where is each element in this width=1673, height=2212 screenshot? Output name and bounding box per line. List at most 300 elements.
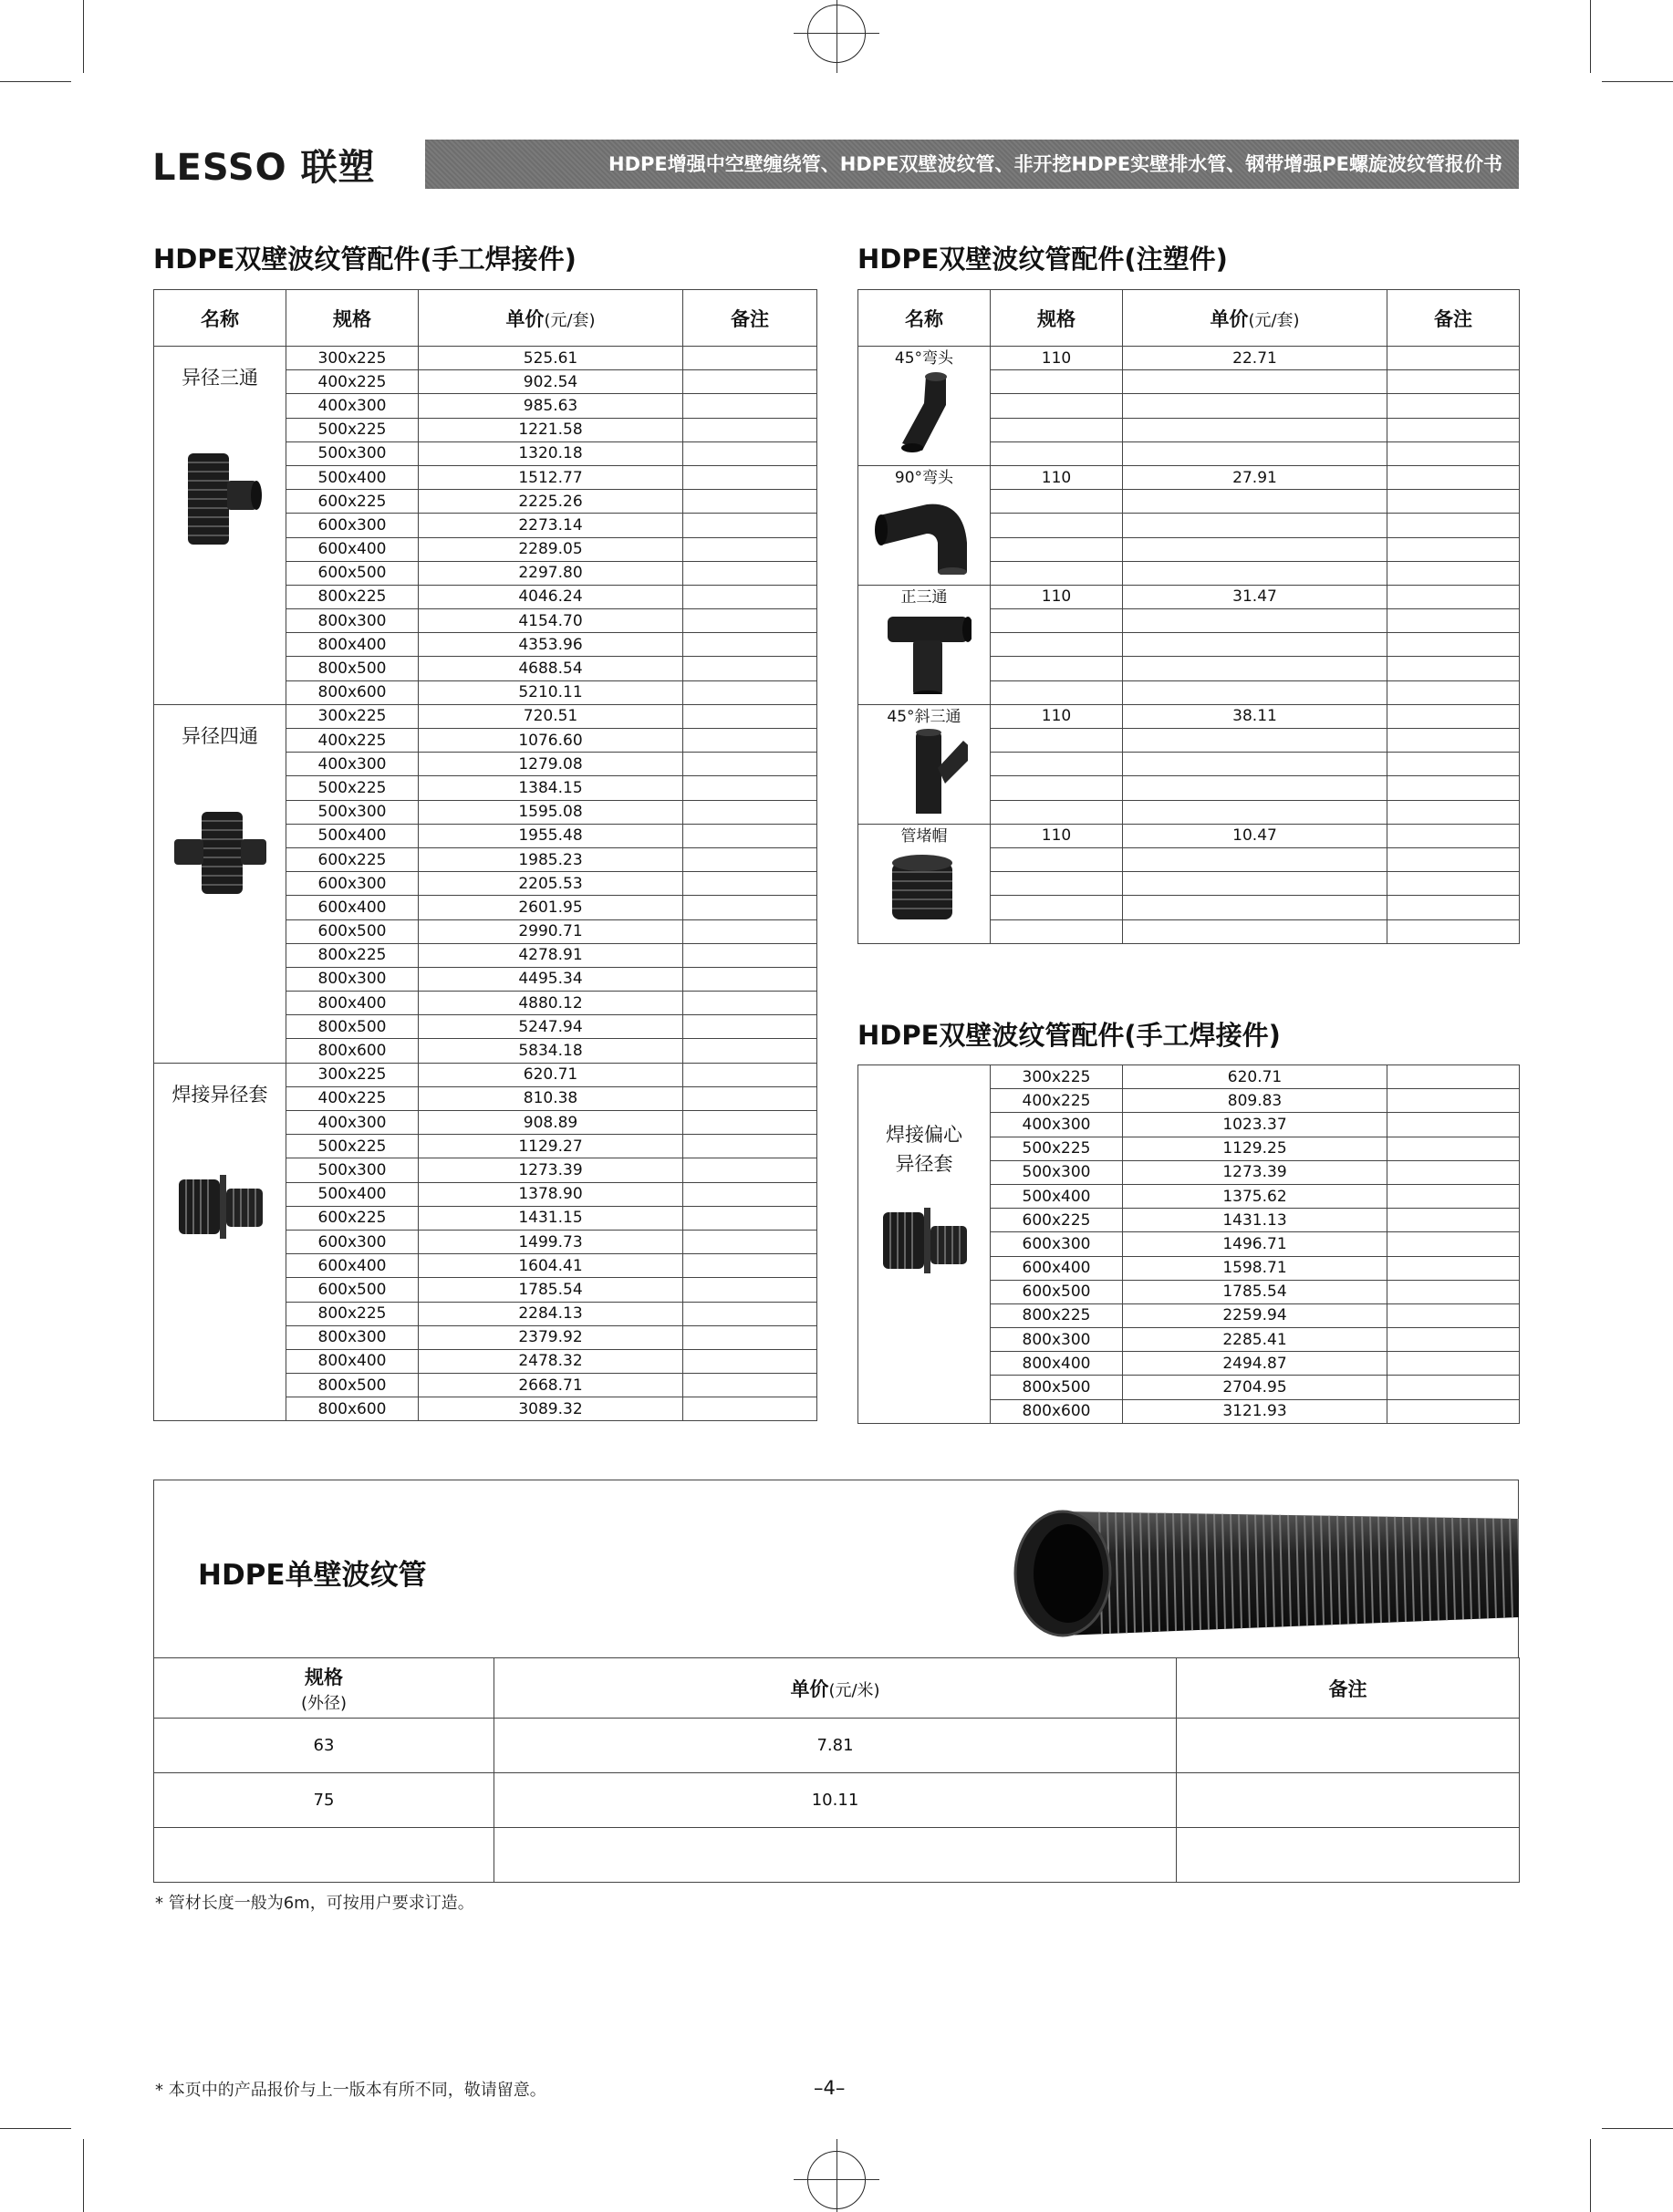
price-cell: 1499.73 (419, 1230, 683, 1253)
spec-cell (154, 1828, 494, 1883)
page-number: –4– (814, 2077, 846, 2099)
spec-cell: 110 (991, 824, 1123, 847)
price-cell: 902.54 (419, 370, 683, 394)
spec-cell: 800x225 (286, 1302, 419, 1325)
remark-cell (1387, 633, 1520, 657)
fitting-name-cell (858, 1065, 991, 1424)
spec-cell (991, 561, 1123, 585)
table-row (858, 824, 1520, 847)
remark-cell (1177, 1828, 1520, 1883)
price-cell: 1598.71 (1123, 1256, 1387, 1280)
remark-cell (683, 514, 817, 537)
price-cell: 1496.71 (1123, 1232, 1387, 1256)
price-cell: 2259.94 (1123, 1303, 1387, 1327)
spec-cell: 500x400 (286, 465, 419, 489)
price-cell (1123, 418, 1387, 441)
remark-cell (683, 1254, 817, 1278)
remark-cell (683, 347, 817, 370)
remark-cell (683, 394, 817, 418)
remark-cell (683, 1063, 817, 1086)
spec-cell (991, 394, 1123, 418)
price-cell (1123, 609, 1387, 633)
remark-cell (1387, 680, 1520, 704)
remark-cell (683, 441, 817, 465)
spec-cell: 400x225 (991, 1089, 1123, 1113)
remark-cell (1387, 1280, 1520, 1303)
price-cell: 4046.24 (419, 585, 683, 608)
remark-cell (1387, 800, 1520, 824)
table-row (858, 347, 1520, 370)
crop-mark (1590, 0, 1591, 73)
remark-cell (1387, 441, 1520, 465)
crop-mark (1602, 81, 1673, 82)
price-cell: 2494.87 (1123, 1352, 1387, 1376)
table-header-row (154, 1658, 1520, 1719)
price-cell: 620.71 (1123, 1065, 1387, 1089)
single-wall-title: HDPE单壁波纹管 (198, 1559, 427, 1592)
injection-price-table (857, 289, 1520, 944)
price-cell (1123, 919, 1387, 943)
fitting-name: 异径三通 (182, 367, 258, 389)
remark-cell (683, 537, 817, 561)
price-cell (1123, 896, 1387, 919)
price-cell: 2379.92 (419, 1325, 683, 1349)
fitting-name: 焊接异径套 (171, 1083, 268, 1106)
price-cell: 1431.15 (419, 1206, 683, 1230)
table-row (858, 1065, 1520, 1089)
remark-cell (683, 418, 817, 441)
table-row (858, 465, 1520, 489)
spec-cell: 110 (991, 347, 1123, 370)
table-row (154, 1063, 817, 1086)
table-row (154, 704, 817, 728)
spec-cell: 500x225 (286, 418, 419, 441)
price-cell: 4154.70 (419, 609, 683, 633)
spec-cell: 800x225 (286, 585, 419, 608)
remark-cell (683, 776, 817, 800)
right-weld-table-title: HDPE双壁波纹管配件(手工焊接件) (857, 1020, 1281, 1051)
price-cell: 1512.77 (419, 465, 683, 489)
price-cell: 1375.62 (1123, 1184, 1387, 1208)
price-cell (1123, 680, 1387, 704)
col-header-remark: 备注 (1387, 290, 1520, 347)
remark-cell (683, 1374, 817, 1397)
registration-mark-bottom (794, 2179, 879, 2180)
table-row (154, 1719, 1520, 1773)
spec-cell: 800x500 (286, 1374, 419, 1397)
table-row (858, 704, 1520, 728)
price-cell: 1378.90 (419, 1182, 683, 1206)
fitting-name-cell (154, 704, 286, 1063)
col-header-price: 单价(元/套) (1123, 290, 1387, 347)
registration-mark-top (794, 33, 879, 34)
remark-cell (1387, 465, 1520, 489)
reducing-tee-icon (154, 449, 286, 556)
spec-cell: 600x300 (991, 1232, 1123, 1256)
spec-cell (991, 490, 1123, 514)
remark-cell (683, 1015, 817, 1039)
col-header-name: 名称 (154, 290, 286, 347)
price-cell: 1604.41 (419, 1254, 683, 1278)
remark-cell (1387, 872, 1520, 896)
remark-cell (1387, 347, 1520, 370)
price-cell: 4880.12 (419, 992, 683, 1015)
remark-cell (683, 847, 817, 871)
spec-cell: 800x600 (991, 1399, 1123, 1423)
price-cell: 4353.96 (419, 633, 683, 657)
remark-cell (1387, 1089, 1520, 1113)
fitting-name: 正三通 (900, 587, 948, 607)
price-cell: 1431.13 (1123, 1209, 1387, 1232)
price-cell: 7.81 (494, 1719, 1177, 1773)
spec-cell: 600x400 (286, 537, 419, 561)
remark-cell (683, 1349, 817, 1373)
eccentric-reducer-icon (858, 1199, 990, 1287)
price-cell: 2225.26 (419, 490, 683, 514)
spec-cell (991, 776, 1123, 800)
price-cell: 1595.08 (419, 800, 683, 824)
single-wall-table (153, 1657, 1520, 1883)
registration-mark-top (836, 0, 837, 73)
price-cell: 1076.60 (419, 729, 683, 753)
remark-cell (683, 1302, 817, 1325)
price-cell: 27.91 (1123, 465, 1387, 489)
reducing-cross-icon (154, 807, 286, 905)
price-cell: 4688.54 (419, 657, 683, 680)
spec-cell: 500x300 (286, 441, 419, 465)
spec-cell: 600x300 (286, 872, 419, 896)
col-header-remark: 备注 (683, 290, 817, 347)
remark-cell (1177, 1773, 1520, 1828)
fitting-name: 90°弯头 (894, 468, 954, 487)
spec-cell: 500x300 (286, 1158, 419, 1182)
spec-cell: 400x300 (991, 1113, 1123, 1137)
remark-cell (1387, 609, 1520, 633)
fitting-name: 异径四通 (182, 724, 258, 747)
remark-cell (683, 943, 817, 967)
spec-cell: 500x400 (286, 1182, 419, 1206)
price-cell: 3089.32 (419, 1397, 683, 1421)
remark-cell (683, 800, 817, 824)
remark-cell (1387, 824, 1520, 847)
end-cap-icon (858, 846, 990, 940)
price-cell: 2668.71 (419, 1374, 683, 1397)
remark-cell (683, 585, 817, 608)
remark-cell (1387, 537, 1520, 561)
spec-cell: 110 (991, 465, 1123, 489)
spec-cell: 600x500 (286, 919, 419, 943)
remark-cell (683, 1111, 817, 1135)
spec-cell: 500x400 (991, 1184, 1123, 1208)
remark-cell (683, 1206, 817, 1230)
remark-cell (683, 1158, 817, 1182)
remark-cell (1387, 1209, 1520, 1232)
spec-cell: 800x300 (991, 1328, 1123, 1352)
remark-cell (1387, 1352, 1520, 1376)
spec-cell: 600x300 (286, 514, 419, 537)
remark-cell (1387, 370, 1520, 394)
price-cell: 4278.91 (419, 943, 683, 967)
price-cell: 985.63 (419, 394, 683, 418)
spec-cell: 500x300 (286, 800, 419, 824)
price-cell: 5210.11 (419, 680, 683, 704)
table-row (858, 585, 1520, 608)
col-header-price: 单价(元/套) (419, 290, 683, 347)
spec-cell: 63 (154, 1719, 494, 1773)
price-cell: 5834.18 (419, 1039, 683, 1063)
spec-cell: 400x300 (286, 753, 419, 776)
corrugated-pipe-icon (1008, 1501, 1519, 1642)
price-cell: 1384.15 (419, 776, 683, 800)
spec-cell: 800x500 (286, 1015, 419, 1039)
spec-cell: 110 (991, 704, 1123, 728)
fitting-name-cell (858, 585, 991, 704)
fitting-name-cell (858, 465, 991, 585)
fitting-name-cell (858, 824, 991, 943)
price-cell: 809.83 (1123, 1089, 1387, 1113)
spec-cell: 600x400 (286, 1254, 419, 1278)
fitting-name-cell (858, 704, 991, 824)
equal-tee-icon (858, 608, 990, 701)
remark-cell (683, 633, 817, 657)
spec-cell (991, 633, 1123, 657)
spec-cell: 800x600 (286, 680, 419, 704)
remark-cell (683, 967, 817, 991)
price-cell (1123, 633, 1387, 657)
crop-mark (1602, 2128, 1673, 2129)
remark-cell (683, 680, 817, 704)
remark-cell (683, 753, 817, 776)
price-cell (1123, 370, 1387, 394)
col-header-price: 单价(元/米) (494, 1658, 1177, 1719)
spec-cell: 500x225 (286, 776, 419, 800)
spec-cell: 800x300 (286, 967, 419, 991)
left-price-table (153, 289, 817, 1421)
col-header-spec: 规格 (外径) (154, 1658, 494, 1719)
remark-cell (1387, 729, 1520, 753)
remark-cell (683, 824, 817, 847)
remark-cell (1387, 1113, 1520, 1137)
remark-cell (683, 490, 817, 514)
price-cell (1123, 537, 1387, 561)
spec-cell (991, 680, 1123, 704)
price-cell (1123, 776, 1387, 800)
remark-cell (683, 1039, 817, 1063)
remark-cell (683, 919, 817, 943)
spec-cell: 600x500 (286, 1278, 419, 1302)
remark-cell (683, 1086, 817, 1110)
spec-cell: 75 (154, 1773, 494, 1828)
price-cell: 2478.32 (419, 1349, 683, 1373)
spec-cell (991, 847, 1123, 871)
fitting-name: 45°斜三通 (887, 707, 961, 726)
remark-cell (683, 657, 817, 680)
remark-cell (1387, 753, 1520, 776)
crop-mark (1590, 2139, 1591, 2212)
spec-cell: 500x300 (991, 1160, 1123, 1184)
spec-cell: 800x300 (286, 1325, 419, 1349)
remark-cell (1387, 1399, 1520, 1423)
remark-cell (1387, 919, 1520, 943)
price-cell (1123, 657, 1387, 680)
remark-cell (1387, 1137, 1520, 1160)
remark-cell (1387, 1376, 1520, 1399)
remark-cell (683, 465, 817, 489)
remark-cell (683, 370, 817, 394)
remark-cell (1387, 896, 1520, 919)
remark-cell (1387, 418, 1520, 441)
price-cell: 2284.13 (419, 1302, 683, 1325)
price-cell (1123, 514, 1387, 537)
spec-cell: 600x225 (286, 1206, 419, 1230)
fitting-name-cell (154, 1063, 286, 1421)
spec-cell (991, 609, 1123, 633)
fitting-name-cell (858, 347, 991, 466)
spec-cell: 800x300 (286, 609, 419, 633)
spec-cell: 300x225 (286, 347, 419, 370)
spec-cell: 500x225 (286, 1135, 419, 1158)
remark-cell (683, 729, 817, 753)
spec-cell: 600x225 (286, 847, 419, 871)
single-wall-banner (153, 1480, 1519, 1657)
spec-cell (991, 800, 1123, 824)
price-cell (1123, 729, 1387, 753)
price-cell: 1023.37 (1123, 1113, 1387, 1137)
price-cell: 1279.08 (419, 753, 683, 776)
table-row (154, 347, 817, 370)
price-cell: 2205.53 (419, 872, 683, 896)
remark-cell (683, 872, 817, 896)
remark-cell (683, 1230, 817, 1253)
spec-cell (991, 418, 1123, 441)
remark-cell (1387, 1160, 1520, 1184)
left-table-title: HDPE双壁波纹管配件(手工焊接件) (153, 244, 577, 275)
price-cell (1123, 490, 1387, 514)
price-cell: 810.38 (419, 1086, 683, 1110)
fitting-name-line1: 焊接偏心 (886, 1124, 962, 1146)
spec-cell: 800x225 (286, 943, 419, 967)
fitting-name: 45°弯头 (894, 349, 954, 368)
spec-cell: 800x500 (991, 1376, 1123, 1399)
price-cell: 1129.27 (419, 1135, 683, 1158)
price-cell: 31.47 (1123, 585, 1387, 608)
brand-logo: LESSO 联塑 (152, 147, 376, 189)
spec-cell: 600x225 (991, 1209, 1123, 1232)
price-cell (1123, 753, 1387, 776)
price-cell: 1273.39 (419, 1158, 683, 1182)
fitting-name-line2: 异径套 (895, 1153, 953, 1175)
fitting-name: 管堵帽 (900, 826, 948, 846)
price-cell: 1785.54 (1123, 1280, 1387, 1303)
remark-cell (1387, 776, 1520, 800)
price-cell: 2297.80 (419, 561, 683, 585)
price-cell: 1221.58 (419, 418, 683, 441)
crop-mark (0, 81, 71, 82)
remark-cell (1387, 657, 1520, 680)
spec-cell: 400x225 (286, 370, 419, 394)
table-row (154, 1828, 1520, 1883)
spec-cell: 400x300 (286, 394, 419, 418)
price-cell: 10.11 (494, 1773, 1177, 1828)
spec-cell: 800x600 (286, 1397, 419, 1421)
price-cell (1123, 847, 1387, 871)
col-header-spec: 规格 (991, 290, 1123, 347)
price-cell: 1955.48 (419, 824, 683, 847)
price-cell: 5247.94 (419, 1015, 683, 1039)
remark-cell (683, 1325, 817, 1349)
spec-cell: 800x400 (286, 633, 419, 657)
table-row (154, 1773, 1520, 1828)
price-cell: 10.47 (1123, 824, 1387, 847)
spec-cell (991, 537, 1123, 561)
price-cell: 2601.95 (419, 896, 683, 919)
remark-cell (683, 1135, 817, 1158)
eccentric-reducer-table (857, 1064, 1520, 1424)
remark-cell (1387, 847, 1520, 871)
welded-reducer-icon (154, 1166, 286, 1254)
spec-cell: 600x500 (991, 1280, 1123, 1303)
spec-cell (991, 514, 1123, 537)
registration-mark-bottom (836, 2139, 837, 2212)
col-header-remark: 备注 (1177, 1658, 1520, 1719)
spec-cell: 600x300 (286, 1230, 419, 1253)
spec-cell: 600x225 (286, 490, 419, 514)
price-change-note: * 本页中的产品报价与上一版本有所不同，敬请留意。 (155, 2081, 546, 2100)
price-cell: 22.71 (1123, 347, 1387, 370)
spec-cell: 300x225 (991, 1065, 1123, 1089)
crop-mark (0, 2128, 71, 2129)
spec-cell: 400x300 (286, 1111, 419, 1135)
remark-cell (1387, 1232, 1520, 1256)
fitting-name-cell (154, 347, 286, 705)
spec-cell: 800x600 (286, 1039, 419, 1063)
spec-cell (991, 872, 1123, 896)
spec-cell (991, 919, 1123, 943)
elbow-45-icon (858, 369, 990, 462)
remark-cell (683, 704, 817, 728)
price-cell: 1129.25 (1123, 1137, 1387, 1160)
remark-cell (1387, 514, 1520, 537)
price-cell: 2285.41 (1123, 1328, 1387, 1352)
remark-cell (1387, 1328, 1520, 1352)
price-cell: 1985.23 (419, 847, 683, 871)
spec-cell: 110 (991, 585, 1123, 608)
elbow-90-icon (858, 488, 990, 581)
spec-cell: 600x500 (286, 561, 419, 585)
price-cell (494, 1828, 1177, 1883)
remark-cell (1387, 561, 1520, 585)
spec-cell (991, 729, 1123, 753)
spec-cell (991, 896, 1123, 919)
spec-cell: 400x225 (286, 1086, 419, 1110)
remark-cell (683, 992, 817, 1015)
remark-cell (1387, 394, 1520, 418)
spec-cell: 800x500 (286, 657, 419, 680)
remark-cell (1387, 490, 1520, 514)
remark-cell (683, 1278, 817, 1302)
header-banner: HDPE增强中空壁缠绕管、HDPE双壁波纹管、非开挖HDPE实壁排水管、钢带增强PE螺旋波纹管报价书 (425, 140, 1519, 189)
spec-cell: 600x400 (991, 1256, 1123, 1280)
spec-cell: 300x225 (286, 704, 419, 728)
price-cell (1123, 872, 1387, 896)
remark-cell (1387, 1065, 1520, 1089)
spec-cell: 400x225 (286, 729, 419, 753)
price-cell: 1785.54 (419, 1278, 683, 1302)
price-cell: 2273.14 (419, 514, 683, 537)
injection-table-title: HDPE双壁波纹管配件(注塑件) (857, 244, 1228, 275)
price-cell: 38.11 (1123, 704, 1387, 728)
price-cell: 620.71 (419, 1063, 683, 1086)
